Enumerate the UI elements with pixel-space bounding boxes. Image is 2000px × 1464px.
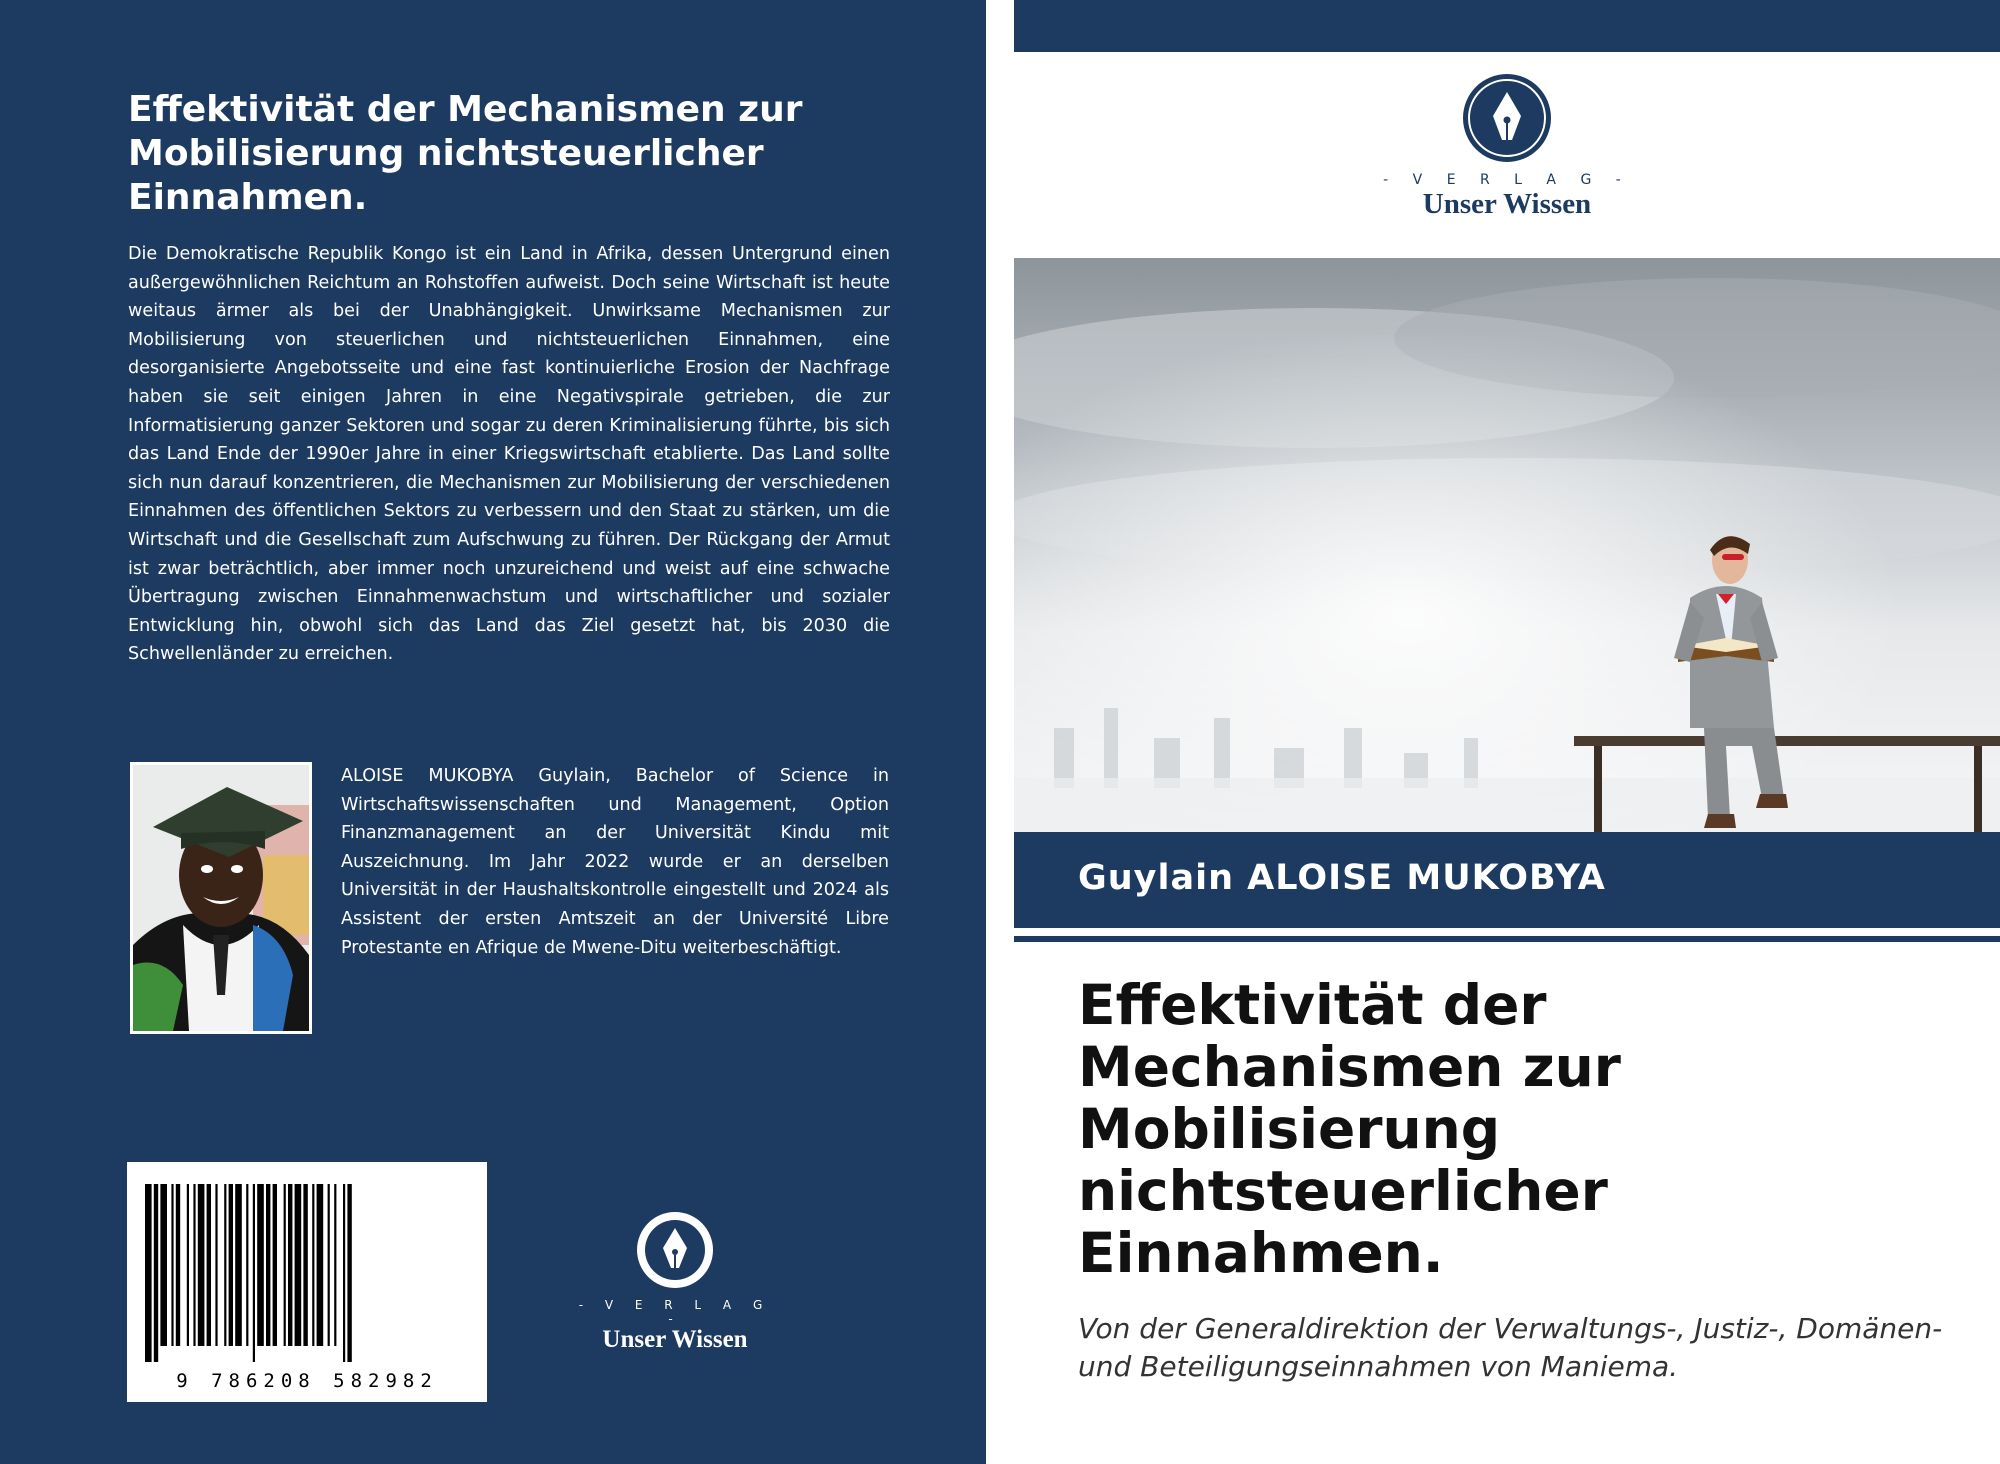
front-cover-title: Effektivität der Mechanismen zur Mobilisierung nichtsteuerlicher Einnahmen. xyxy=(1078,973,1621,1285)
author-bio: ALOISE MUKOBYA Guylain, Bachelor of Science in Wirtschaftswissenschaften und Management, Option Finanzmanagement an der Universität Kindu mit Auszeichnung. Im Jahr 2022 wurde er an derselben Universität in der Haushaltskontrolle eingestellt und 2024 als Assistent der ersten Amtszeit an der Université Libre Protestante en Afrique de Mwene-Ditu weiterbeschäftigt. xyxy=(341,766,889,958)
front-publisher-name: Unser Wissen xyxy=(1422,188,1592,220)
pen-nib-emblem-icon xyxy=(635,1210,715,1290)
front-cover-subtitle: Von der Generaldirektion der Verwaltungs-, Justiz-, Domänen- und Beteiligungseinnahmen von Maniema. xyxy=(1078,1312,1943,1383)
isbn-barcode xyxy=(127,1162,487,1402)
front-publisher-logo xyxy=(1372,72,1642,232)
pen-nib-emblem-icon xyxy=(1461,72,1553,164)
back-publisher-name: Unser Wissen xyxy=(602,1326,748,1353)
divider-rule xyxy=(1014,936,2000,942)
front-author-name: Guylain ALOISE MUKOBYA xyxy=(1078,858,1606,898)
back-cover xyxy=(0,0,986,1464)
spine-gap xyxy=(986,0,1014,1464)
cover-photo xyxy=(1014,258,2000,832)
barcode-number: 9 786208 582982 xyxy=(176,1370,438,1392)
author-band xyxy=(1014,832,2000,928)
back-cover-blurb: Die Demokratische Republik Kongo ist ein Land in Afrika, dessen Untergrund einen außergewöhnlichen Reichtum an Rohstoffen aufweist. Doch seine Wirtschaft ist heute weitaus ärmer als bei der Unabhängigkeit. Unwirksame Mechanismen zur Mobilisierung von steuerlichen und nichtsteuerlichen Einnahmen, eine desorganisierte Angebotsseite und eine fast kontinuierliche Erosion der Nachfrage haben sie seit einigen Jahren in eine Negativspirale getrieben, die zur Informatisierung ganzer Sektoren und sogar zu deren Kriminalisierung führte, bis sich das Land Ende der 1990er Jahre in einer Kriegswirtschaft etablierte. Das Land sollte sich nun darauf konzentrieren, die Mechanismen zur Mobilisierung der verschiedenen Einnahmen des öffentlichen Sektors zu verbessern und den Staat zu stärken, um die Wirtschaft und die Gesellschaft zum Aufschwung zu führen. Der Rückgang der Armut ist zwar beträchtlich, aber immer noch unzureichend und weist auf eine schwache Übertragung zwischen Einnahmenwachstum und wirtschaftlicher und sozialer Entwicklung hin, obwohl sich das Land das Ziel gesetzt hat, bis 2030 die Schwellenländer zu erreichen. xyxy=(128,244,890,665)
back-verlag-label: - V E R L A G - xyxy=(578,1298,772,1326)
barcode-bars xyxy=(145,1184,469,1362)
front-top-bar xyxy=(1014,0,2000,52)
author-photo xyxy=(130,762,312,1034)
front-verlag-label: - V E R L A G - xyxy=(1383,172,1631,188)
back-cover-title: Effektivität der Mechanismen zur Mobilisierung nichtsteuerlicher Einnahmen. xyxy=(128,89,803,218)
front-cover xyxy=(1014,0,2000,1464)
back-publisher-logo xyxy=(575,1210,775,1353)
